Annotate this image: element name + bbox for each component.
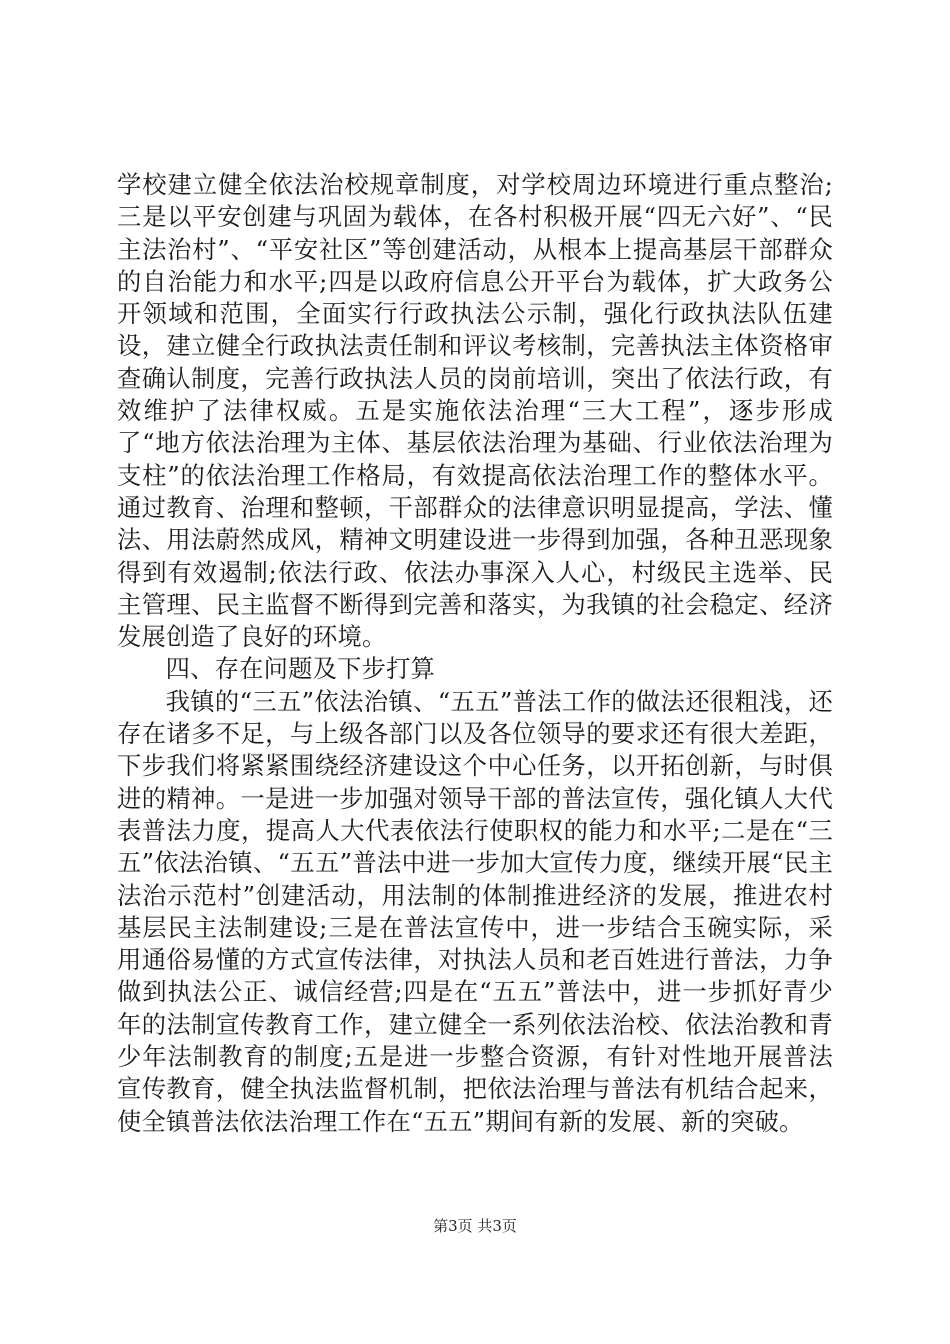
paragraph-continuation: 学校建立健全依法治校规章制度，对学校周边环境进行重点整治;三是以平安创建与巩固为载体，在各村积极开展“四无六好”、“民主法治村”、“平安社区”等创建活动，从根本上提高基层干部群众的自治能力和水平;四是以政府信息公开平台为载体，扩大政务公开领域和范围，全面实行行政执法公示制，强化行政执法队伍建设，建立健全行政执法责任制和评议考核制，完善执法主体资格审查确认制度，完善行政执法人员的岗前培训，突出了依法行政，有效维护了法律权威。五是实施依法治理“三大工程”，逐步形成了“地方依法治理为主体、基层依法治理为基础、行业依法治理为支柱”的依法治理工作格局，有效提高依法治理工作的整体水平。通过教育、治理和整顿，干部群众的法律意识明显提高，学法、懂法、用法蔚然成风，精神文明建设进一步得到加强，各种丑恶现象得到有效遏制;依法行政、依法办事深入人心，村级民主选举、民主管理、民主监督不断得到完善和落实，为我镇的社会稳定、经济发展创造了良好的环境。: [117, 170, 833, 652]
paragraph-problems-plans: 我镇的“三五”依法治镇、“五五”普法工作的做法还很粗浅，还存在诸多不足，与上级各部门以及各位领导的要求还有很大差距，下步我们将紧紧围绕经济建设这个中心任务，以开拓创新，与时俱进的精神。一是进一步加强对领导干部的普法宣传，强化镇人大代表普法力度，提高人大代表依法行使职权的能力和水平;二是在“三五”依法治镇、“五五”普法中进一步加大宣传力度，继续开展“民主法治示范村”创建活动，用法制的体制推进经济的发展，推进农村基层民主法制建设;三是在普法宣传中，进一步结合玉碗实际，采用通俗易懂的方式宣传法律，对执法人员和老百姓进行普法，力争做到执法公正、诚信经营;四是在“五五”普法中，进一步抓好青少年的法制宣传教育工作，建立健全一系列依法治校、依法治教和青少年法制教育的制度;五是进一步整合资源，有针对性地开展普法宣传教育，健全执法监督机制，把依法治理与普法有机结合起来，使全镇普法依法治理工作在“五五”期间有新的发展、新的突破。: [117, 686, 833, 1136]
section-heading: 四、存在问题及下步打算: [165, 654, 436, 684]
document-body: [117, 169, 833, 1138]
page-footer: 第3页 共3页: [433, 1217, 517, 1235]
